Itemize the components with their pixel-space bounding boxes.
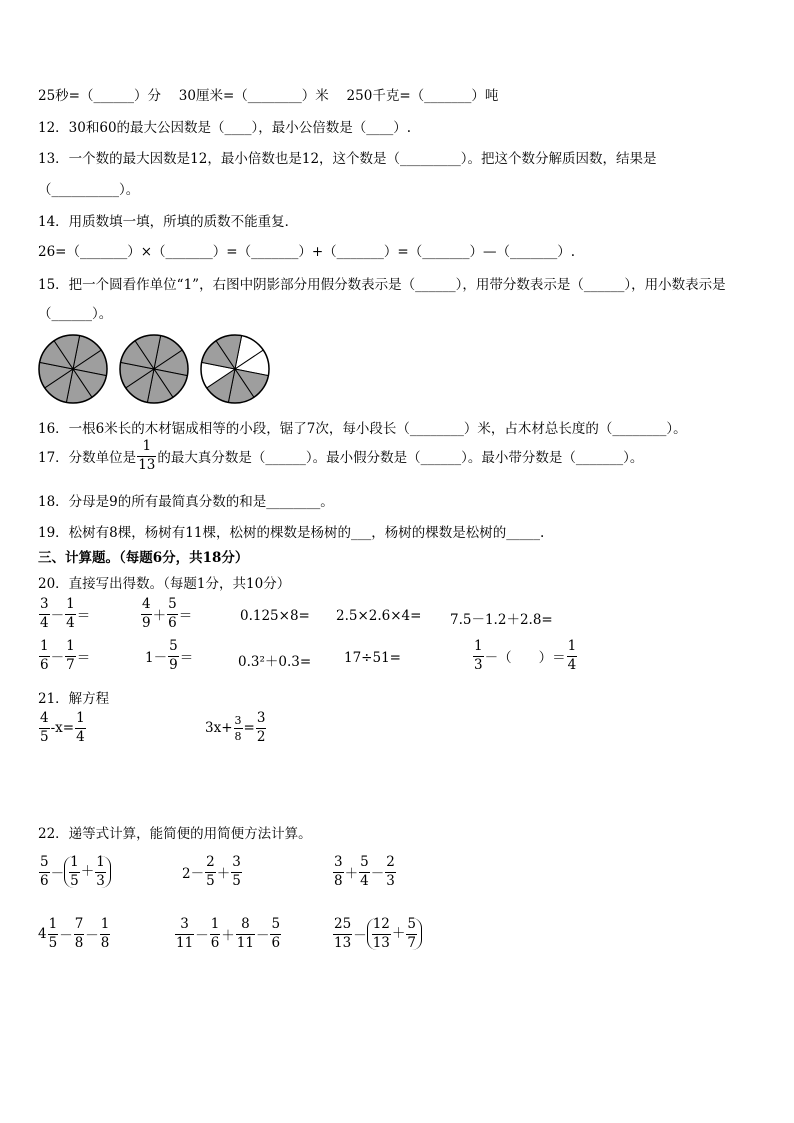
numerator: 1 — [137, 440, 156, 457]
equation-2: 3x+ $\frac{3}{8}$ = $\frac{3}{2}$ — [205, 710, 266, 745]
calc-c1: $\frac{5}{6}$ － $\frac{1}{5}$ ＋ $\frac{1}{3}$ — [38, 856, 111, 888]
equation-1: $\frac{4}{5}$ -x= $\frac{1}{4}$ — [40, 710, 85, 745]
calc-a9: 17÷51= — [344, 650, 401, 666]
circle-diagram-1 — [37, 333, 109, 405]
question-16: 16．一根6米长的木材锯成相等的小段，锯了7次，每小段长（________）米，占木材总长度的（________）。 — [38, 421, 687, 437]
q17-prefix: 17．分数单位是 — [38, 450, 137, 466]
calc-c5: $\frac{3}{11}$ － $\frac{1}{6}$ ＋ $\frac{8}{11}$ － $\frac{5}{6}$ — [176, 916, 281, 951]
question-18: 18．分母是9的所有最简真分数的和是________。 — [38, 494, 334, 510]
calc-a10: $\frac{1}{3}$ －（ ）＝ $\frac{1}{4}$ — [474, 638, 577, 673]
question-14-line2: 26=（_______）×（_______）=（_______）+（_______）=（_______）—（_______）. — [38, 244, 576, 260]
question-15-line1: 15．把一个圆看作单位“1”，右图中阴影部分用假分数表示是（______），用带分数表示是（______），用小数表示是 — [38, 277, 726, 293]
calc-a1: $\frac{3}{4}$ － $\frac{1}{4}$ ＝ — [40, 596, 91, 631]
calc-c4: 4 $\frac{1}{5}$ － $\frac{7}{8}$ － $\frac{1}{8}$ — [38, 916, 110, 951]
q17-suffix: 的最大真分数是（______）。最小假分数是（______）。最小带分数是（_______）。 — [157, 450, 644, 466]
question-19: 19．松树有8棵，杨树有11棵，松树的棵数是杨树的___，杨树的棵数是松树的_____. — [38, 525, 545, 541]
question-14-line1: 14．用质数填一填，所填的质数不能重复． — [38, 214, 299, 230]
denominator: 13 — [138, 456, 156, 473]
question-20: 20．直接写出得数。（每题1分，共10分） — [38, 576, 291, 592]
calc-c3: $\frac{3}{8}$ ＋ $\frac{5}{4}$ － $\frac{2}{3}$ — [334, 854, 395, 889]
calc-a5: 7.5－1.2＋2.8= — [450, 612, 553, 628]
calc-a6: $\frac{1}{6}$ － $\frac{1}{7}$ ＝ — [40, 638, 91, 673]
calc-a7: 1－ $\frac{5}{9}$ ＝ — [145, 638, 194, 673]
line-conversions: 25秒=（______）分 30厘米=（________）米 250千克=（_______）吨 — [38, 88, 499, 104]
question-17 — [38, 440, 643, 472]
calc-a3: 0.125×8= — [240, 608, 310, 624]
question-15-line2: （______）。 — [38, 306, 113, 322]
calc-a2: $\frac{4}{9}$ ＋ $\frac{5}{6}$ ＝ — [142, 596, 193, 631]
calc-a8: 0.3²＋0.3= — [238, 654, 312, 670]
calc-c6: $\frac{25}{13}$ － $\frac{12}{13}$ ＋ $\frac{5}{7}$ — [332, 918, 422, 950]
circle-diagram-2 — [118, 333, 190, 405]
fraction-q17 — [137, 440, 156, 472]
section-3-heading: 三、计算题。（每题6分，共18分） — [38, 550, 249, 566]
calc-c2: 2－ $\frac{2}{5}$ ＋ $\frac{3}{5}$ — [182, 854, 241, 889]
circle-diagram-3 — [199, 333, 271, 405]
question-12: 12．30和60的最大公因数是（____），最小公倍数是（____）. — [38, 120, 412, 136]
question-13-line1: 13．一个数的最大因数是12，最小倍数也是12，这个数是（_________）。把这个数分解质因数，结果是 — [38, 151, 657, 167]
question-13-line2: （__________）。 — [38, 182, 140, 198]
question-21: 21．解方程 — [38, 691, 110, 707]
calc-a4: 2.5×2.6×4= — [336, 608, 422, 624]
question-22: 22．递等式计算，能简便的用简便方法计算。 — [38, 826, 312, 842]
